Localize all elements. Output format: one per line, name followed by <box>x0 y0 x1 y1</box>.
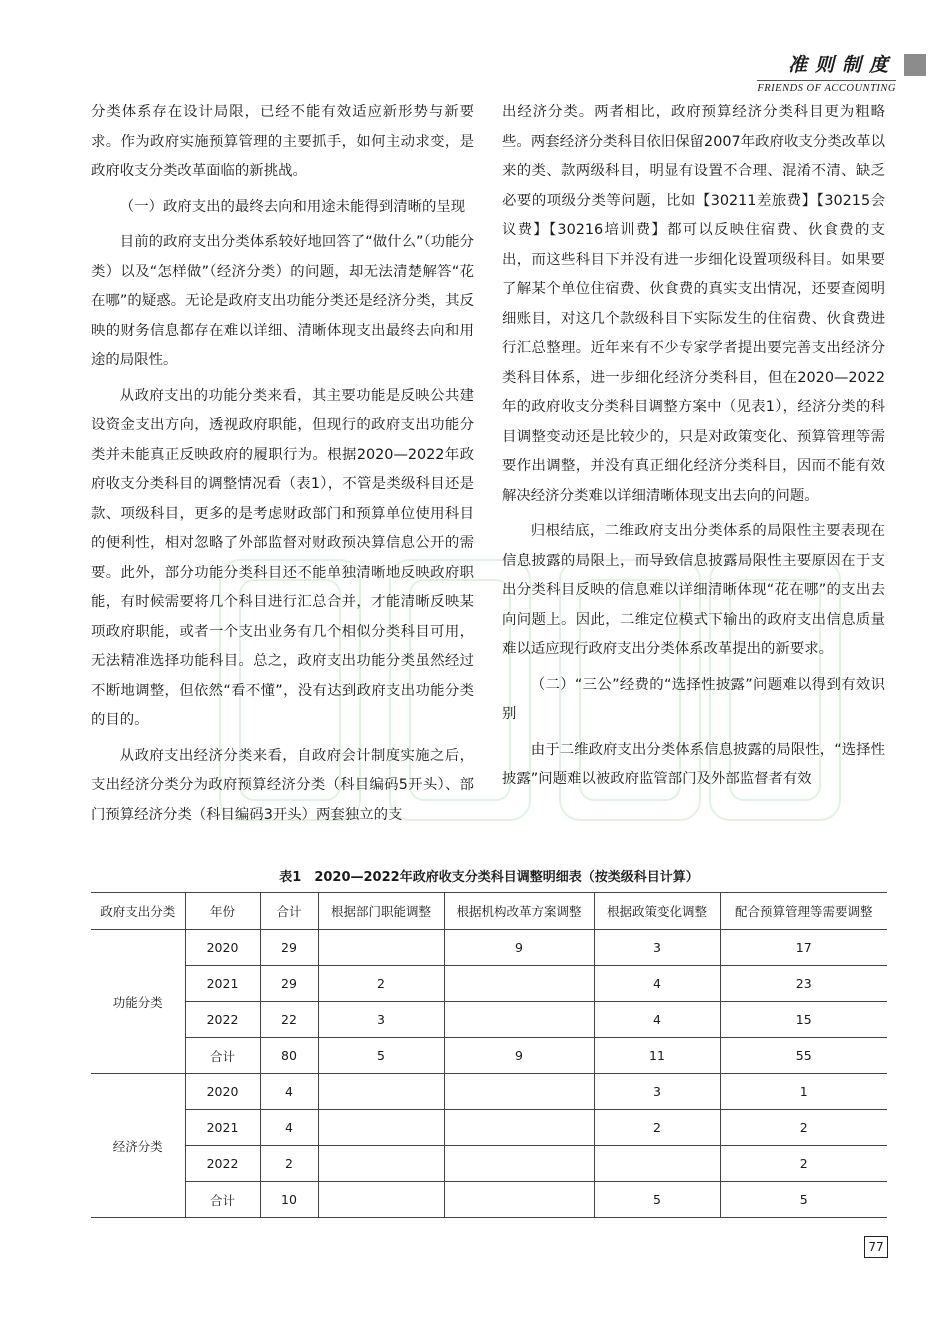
table-cell: 80 <box>260 1038 318 1074</box>
paragraph: 分类体系存在设计局限，已经不能有效适应新形势与新要求。作为政府实施预算管理的主要抓手，如何主动求变，是政府收支分类改革面临的新挑战。 <box>91 104 474 179</box>
table-row <box>91 1110 887 1146</box>
table-cell <box>444 966 594 1002</box>
section-heading: （二）“三公”经费的“选择性披露”问题难以得到有效识别 <box>502 676 885 722</box>
table-cell: 17 <box>720 930 887 966</box>
table-cell: 5 <box>720 1182 887 1218</box>
table-cell: 29 <box>260 966 318 1002</box>
header-gray-block <box>904 54 926 76</box>
table-cell: 2020 <box>185 930 260 966</box>
table-cell: 2022 <box>185 1146 260 1182</box>
table-cell: 5 <box>594 1182 720 1218</box>
journal-section-title: 准则制度 <box>787 54 896 76</box>
column-header: 配合预算管理等需要调整 <box>720 893 887 930</box>
table-cell: 4 <box>594 966 720 1002</box>
table-cell: 22 <box>260 1002 318 1038</box>
table-cell: 2 <box>720 1110 887 1146</box>
table-cell: 15 <box>720 1002 887 1038</box>
paragraph: 由于二维政府支出分类体系信息披露的局限性，“选择性披露”问题难以被政府监管部门及外部监督者有效 <box>502 741 885 787</box>
table-row <box>91 930 887 966</box>
table-caption: 表1 2020—2022年政府收支分类科目调整明细表（按类级科目计算） <box>279 870 699 885</box>
table-row <box>91 1002 887 1038</box>
column-header: 政府支出分类 <box>91 893 185 930</box>
table-cell <box>318 1074 444 1110</box>
left-column <box>91 98 474 836</box>
table-cell: 3 <box>594 930 720 966</box>
table-cell: 2 <box>260 1146 318 1182</box>
table-cell: 4 <box>260 1110 318 1146</box>
group-label: 经济分类 <box>91 1074 185 1218</box>
table-cell <box>444 1074 594 1110</box>
column-header: 年份 <box>185 893 260 930</box>
table-cell: 2021 <box>185 1110 260 1146</box>
table-header-row <box>91 893 887 930</box>
table-cell: 3 <box>318 1002 444 1038</box>
journal-subtitle: FRIENDS OF ACCOUNTING <box>757 80 896 94</box>
column-header: 根据政策变化调整 <box>594 893 720 930</box>
table-cell: 4 <box>594 1002 720 1038</box>
table-row <box>91 1146 887 1182</box>
table-cell: 1 <box>720 1074 887 1110</box>
paragraph: 从政府支出经济分类来看，自政府会计制度实施之后，支出经济分类分为政府预算经济分类（科目编码5开头）、部门预算经济分类（科目编码3开头）两套独立的支 <box>91 747 474 823</box>
column-header: 合计 <box>260 893 318 930</box>
table-cell: 2 <box>318 966 444 1002</box>
table-cell <box>594 1146 720 1182</box>
table-cell <box>318 1146 444 1182</box>
section-heading: （一）政府支出的最终去向和用途未能得到清晰的呈现 <box>119 198 466 215</box>
table-cell: 2 <box>594 1110 720 1146</box>
page-number: 77 <box>864 1236 888 1258</box>
paragraph: 出经济分类。两者相比，政府预算经济分类科目更为粗略些。两套经济分类科目依旧保留2007年政府收支分类改革以来的类、款两级科目，明显有设置不合理、混淆不清、缺乏必要的项级分类等问题，比如【30211差旅费】【30215会议费】【30216培训费】都可以反映住宿费、伙食费的支出，而这些科目下并没有进一步细化设置项级科目。如果要了解某个单位住宿费、伙食费的真实支出情况，还要查阅明细账目，对这几个款级科目下实际发生的住宿费、伙食费进行汇总整理。近年来有不少专家学者提出要完善支出经济分类科目体系，进一步细化经济分类科目，但在2020—2022年的政府收支分类科目调整方案中（见表1），经济分类的科目调整变动还是比较少的，只是对政策变化、预算管理等需要作出调整，并没有真正细化经济分类科目，因而不能有效解决经济分类难以详细清晰体现支出去向的问题。 <box>502 104 885 504</box>
group-label: 功能分类 <box>91 930 185 1074</box>
table-cell: 29 <box>260 930 318 966</box>
table-cell <box>444 1110 594 1146</box>
table-cell <box>318 1182 444 1218</box>
column-header: 根据机构改革方案调整 <box>444 893 594 930</box>
right-column <box>502 98 885 801</box>
table-cell: 合计 <box>185 1182 260 1218</box>
table-cell <box>444 1002 594 1038</box>
table-cell: 2022 <box>185 1002 260 1038</box>
table-cell <box>318 930 444 966</box>
table-cell: 9 <box>444 930 594 966</box>
table-cell <box>318 1110 444 1146</box>
table-cell <box>444 1182 594 1218</box>
paragraph: 目前的政府支出分类体系较好地回答了“做什么”（功能分类）以及“怎样做”（经济分类）的问题，却无法清楚解答“花在哪”的疑惑。无论是政府支出功能分类还是经济分类，其反映的财务信息都存在难以详细、清晰体现支出最终去向和用途的局限性。 <box>91 234 474 368</box>
adjustment-table <box>91 892 887 1218</box>
table-cell: 4 <box>260 1074 318 1110</box>
table-cell: 11 <box>594 1038 720 1074</box>
table-row <box>91 1182 887 1218</box>
table-cell: 55 <box>720 1038 887 1074</box>
table-row <box>91 1074 887 1110</box>
paragraph: 归根结底，二维政府支出分类体系的局限性主要表现在信息披露的局限上，而导致信息披露局限性主要原因在于支出分类科目反映的信息难以详细清晰体现“花在哪”的支出去向问题上。因此，二维定位模式下输出的政府支出信息质量难以适应现行政府支出分类体系改革提出的新要求。 <box>502 523 885 657</box>
table-cell: 2020 <box>185 1074 260 1110</box>
paragraph: 从政府支出的功能分类来看，其主要功能是反映公共建设资金支出方向，透视政府职能，但现行的政府支出功能分类并未能真正反映政府的履职行为。根据2020—2022年政府收支分类科目的调整情况看（表1），不管是类级科目还是款、项级科目，更多的是考虑财政部门和预算单位使用科目的便利性，相对忽略了外部监督对财政预决算信息公开的需要。此外，部分功能分类科目还不能单独清晰地反映政府职能，有时候需要将几个科目进行汇总合并，才能清晰反映某项政府职能，或者一个支出业务有几个相似分类科目可用，无法精准选择功能科目。总之，政府支出功能分类虽然经过不断地调整，但依然“看不懂”，没有达到政府支出功能分类的目的。 <box>91 387 474 728</box>
table-cell: 2 <box>720 1146 887 1182</box>
page-header <box>757 50 926 94</box>
table-row <box>91 1038 887 1074</box>
table-cell: 9 <box>444 1038 594 1074</box>
table-row <box>91 966 887 1002</box>
table-cell: 3 <box>594 1074 720 1110</box>
table-cell: 2021 <box>185 966 260 1002</box>
table-cell: 23 <box>720 966 887 1002</box>
table-cell: 5 <box>318 1038 444 1074</box>
table-cell: 合计 <box>185 1038 260 1074</box>
column-header: 根据部门职能调整 <box>318 893 444 930</box>
table-cell <box>444 1146 594 1182</box>
table-cell: 10 <box>260 1182 318 1218</box>
